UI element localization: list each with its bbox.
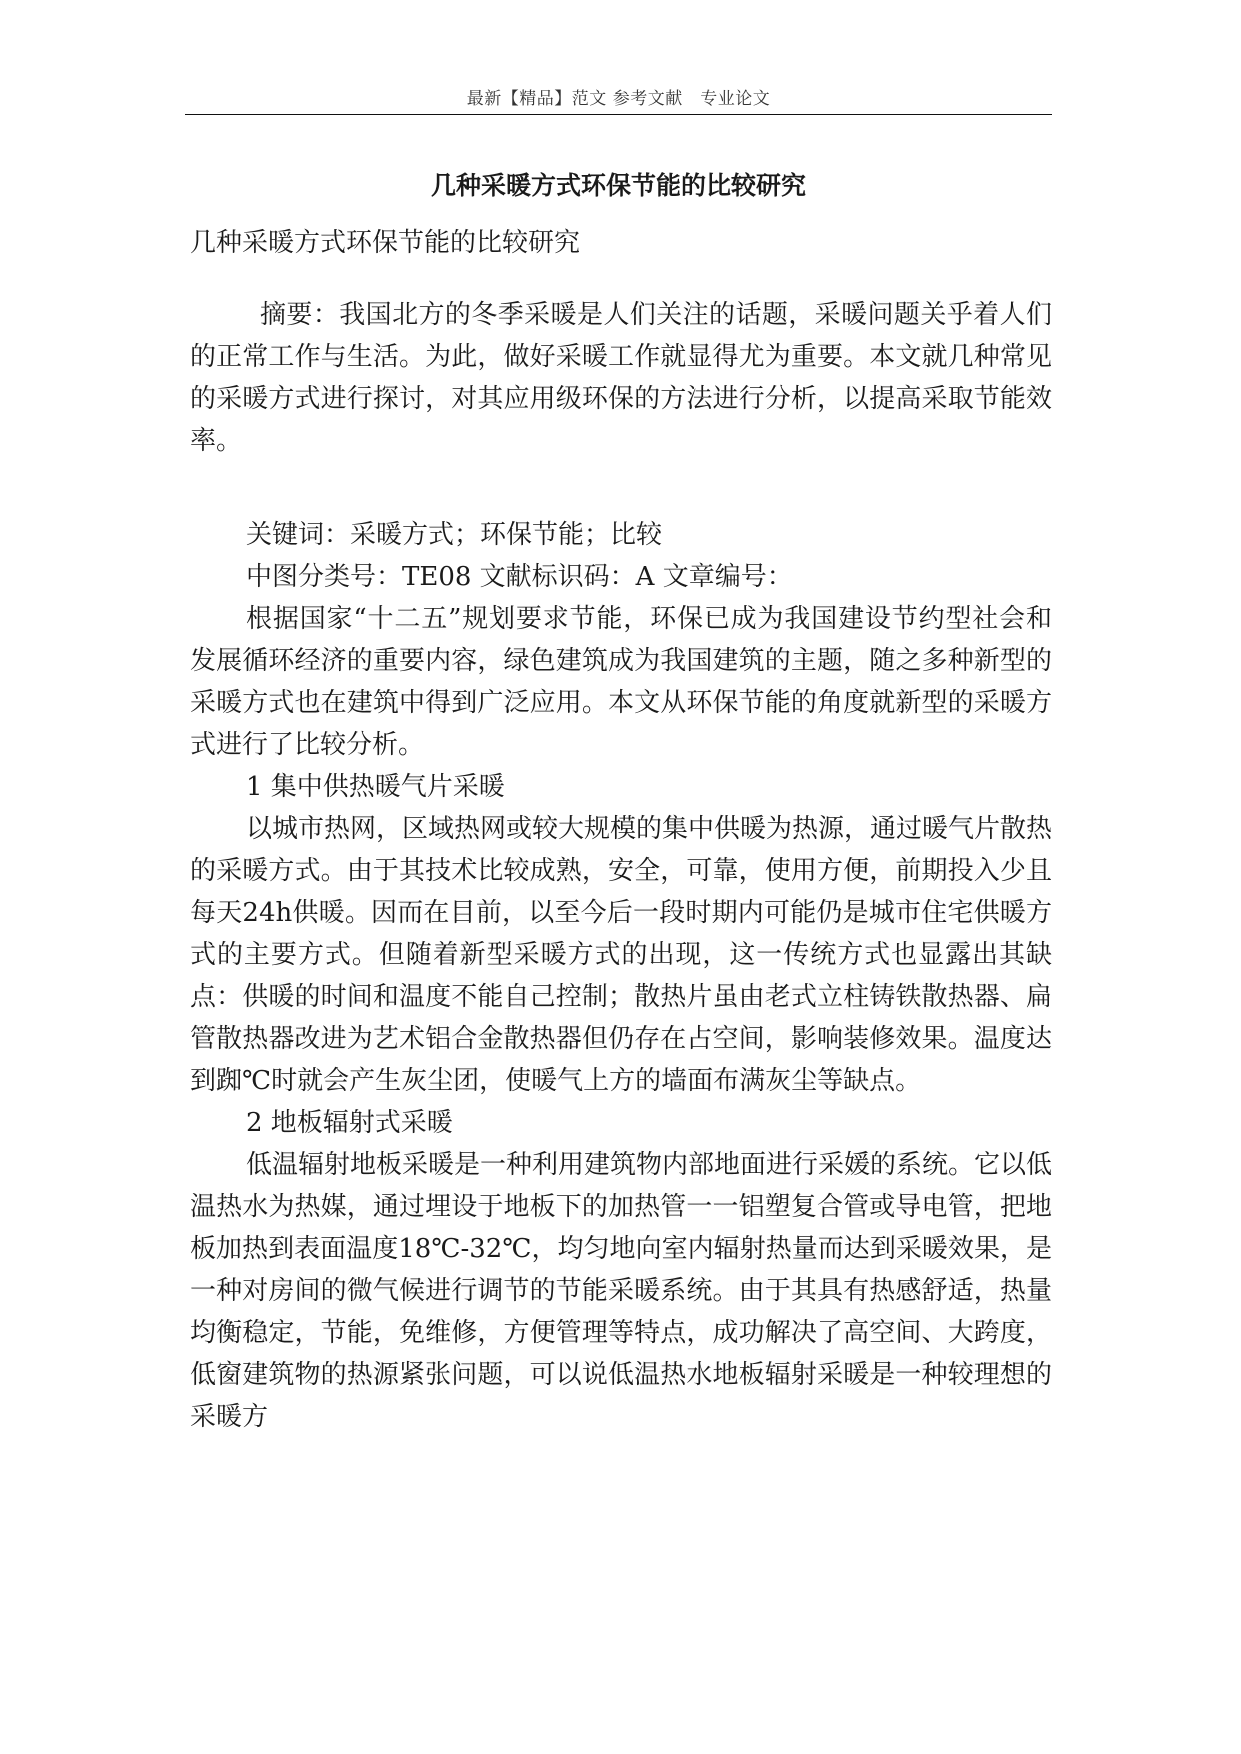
intro-paragraph: 根据国家“十二五”规划要求节能，环保已成为我国建设节约型社会和发展循环经济的重要内容，绿色建筑成为我国建筑的主题，随之多种新型的采暖方式也在建筑中得到广泛应用。本文从环保节能的角度就新型的采暖方式进行了比较分析。	[190, 604, 1052, 760]
running-header: 最新【精品】范文 参考文献 专业论文	[466, 89, 771, 109]
abstract-paragraph: 摘要：我国北方的冬季采暖是人们关注的话题，采暖问题关乎着人们的正常工作与生活。为此，做好采暖工作就显得尤为重要。本文就几种常见的采暖方式进行探讨，对其应用级环保的方法进行分析，以提高采取节能效率。	[190, 300, 1052, 456]
document-subtitle: 几种采暖方式环保节能的比较研究	[190, 228, 581, 258]
document-title: 几种采暖方式环保节能的比较研究	[430, 171, 806, 200]
header-divider	[185, 114, 1052, 115]
section-2-heading: 2 地板辐射式采暖	[246, 1108, 453, 1138]
section-1-paragraph: 以城市热网，区域热网或较大规模的集中供暖为热源，通过暖气片散热的采暖方式。由于其技术比较成熟，安全，可靠，使用方便，前期投入少且每天24h供暖。因而在目前，以至今后一段时期内可能仍是城市住宅供暖方式的主要方式。但随着新型采暖方式的出现，这一传统方式也显露出其缺点：供暖的时间和温度不能自己控制；散热片虽由老式立柱铸铁散热器、扁管散热器改进为艺术铝合金散热器但仍存在占空间，影响装修效果。温度达到踟℃时就会产生灰尘团，使暖气上方的墙面布满灰尘等缺点。	[190, 814, 1053, 1096]
keywords-line: 关键词：采暖方式；环保节能；比较	[246, 520, 663, 550]
document-body	[190, 222, 1052, 1438]
section-1-heading: 1 集中供热暖气片采暖	[246, 772, 505, 802]
section-2-paragraph: 低温辐射地板采暖是一种利用建筑物内部地面进行采媛的系统。它以低温热水为热媒，通过埋设于地板下的加热管一一铝塑复合管或导电管，把地板加热到表面温度18℃-32℃，均匀地向室内辐射热量而达到采暖效果，是一种对房间的微气候进行调节的节能采暖系统。由于其具有热感舒适，热量均衡稳定，节能，免维修，方便管理等特点，成功解决了高空间、大跨度，低窗建筑物的热源紧张问题，可以说低温热水地板辐射采暖是一种较理想的采暖方	[190, 1150, 1053, 1432]
classification-line: 中图分类号：TE08 文献标识码：A 文章编号：	[246, 562, 793, 592]
